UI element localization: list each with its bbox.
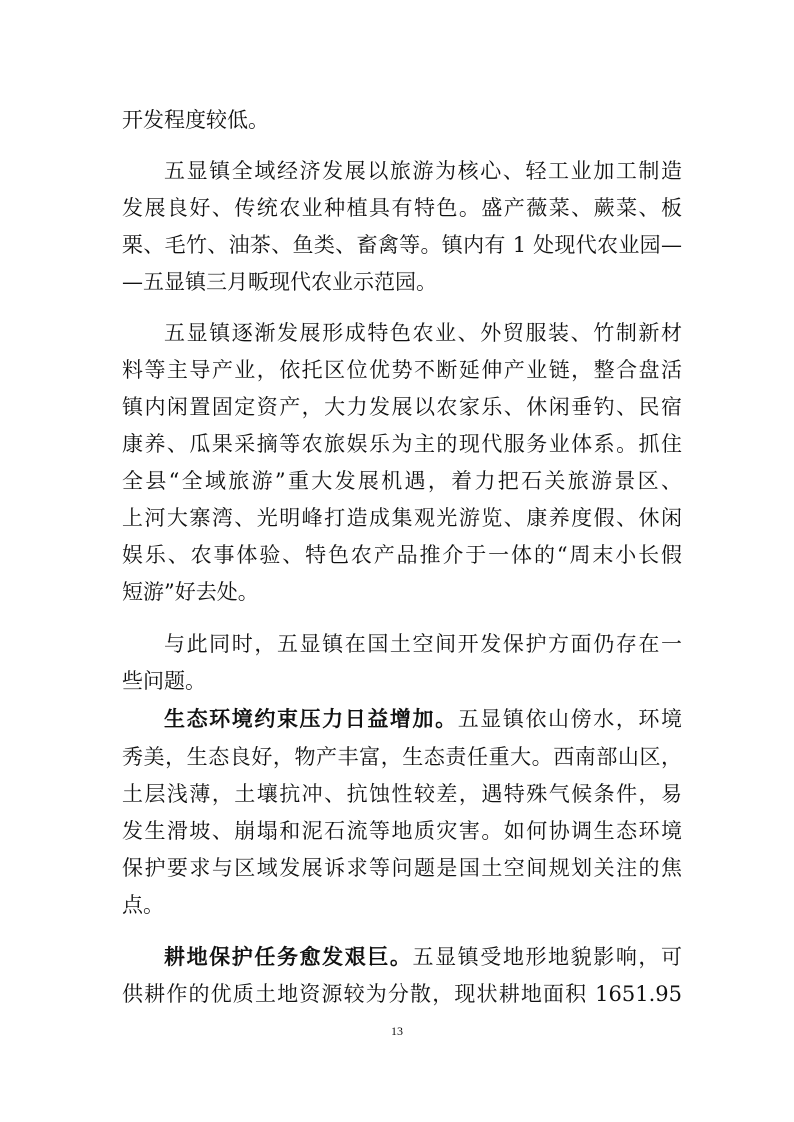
text-line: 发展良好、传统农业种植具有特色。盛产薇菜、蕨菜、板 [122,196,682,220]
text-line [164,944,682,970]
text-line: 土层浅薄，土壤抗冲、抗蚀性较差，遇特殊气候条件，易 [122,782,682,806]
text-line: 料等主导产业，依托区位优势不断延伸产业链，整合盘活 [122,358,682,382]
text-line: 五显镇逐渐发展形成特色农业、外贸服装、竹制新材 [164,321,682,345]
text-line [164,706,682,732]
section-heading: 耕地保护任务愈发艰巨。 [164,944,413,969]
text-line: 娱乐、农事体验、特色农产品推介于一体的“周末小长假 [122,543,682,567]
text-line: 与此同时，五显镇在国土空间开发保护方面仍存在一 [164,632,682,656]
text-line: 康养、瓜果采摘等农旅娱乐为主的现代服务业体系。抓住 [122,432,682,456]
text-run: 五显镇受地形地貌影响，可 [412,945,682,969]
text-line: —五显镇三月畈现代农业示范园。 [122,270,437,294]
text-line: 五显镇全域经济发展以旅游为核心、轻工业加工制造 [164,159,682,183]
page-number: 13 [391,1024,403,1038]
text-run: 五显镇依山傍水，环境 [457,707,683,731]
text-line: 些问题。 [122,669,206,693]
text-line: 保护要求与区域发展诉求等问题是国土空间规划关注的焦 [122,856,682,880]
text-line: 发生滑坡、崩塌和泥石流等地质灾害。如何协调生态环境 [122,819,682,843]
text-line: 开发程度较低。 [122,108,269,132]
text-line: 上河大寨湾、光明峰打造成集观光游览、康养度假、休闲 [122,506,682,530]
text-line: 栗、毛竹、油茶、鱼类、畜禽等。镇内有 1 处现代农业园— [122,233,682,257]
text-line: 供耕作的优质土地资源较为分散，现状耕地面积 1651.95 [122,982,682,1006]
text-line: 镇内闲置固定资产，大力发展以农家乐、休闲垂钓、民宿 [122,395,682,419]
section-heading: 生态环境约束压力日益增加。 [164,706,458,731]
text-line: 短游”好去处。 [122,580,259,604]
text-line: 全县“全域旅游”重大发展机遇，着力把石关旅游景区、 [122,469,682,493]
text-line: 秀美，生态良好，物产丰富，生态责任重大。西南部山区， [122,745,682,769]
text-line: 点。 [122,893,164,917]
